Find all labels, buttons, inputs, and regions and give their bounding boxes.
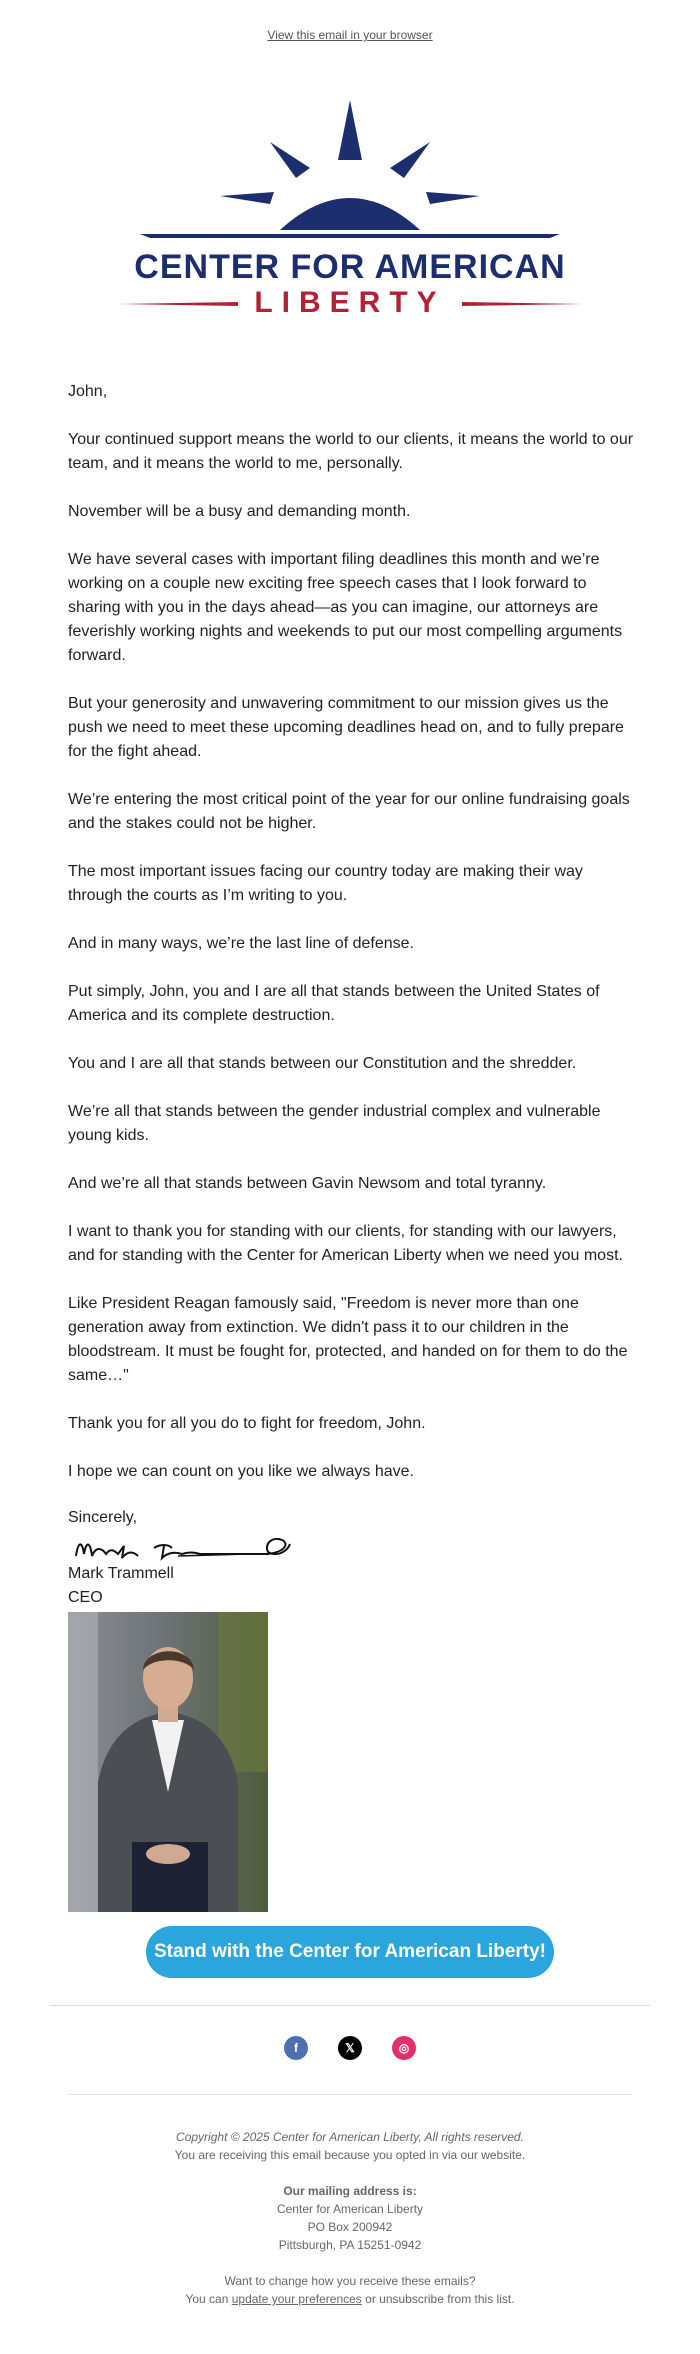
closing: Sincerely, — [68, 1509, 138, 1526]
logo-text-liberty: LIBERTY — [254, 286, 446, 319]
paragraph: We’re all that stands between the gender industrial complex and vulnerable young kids. — [68, 1103, 601, 1144]
handwritten-signature-icon — [68, 1530, 298, 1564]
unsubscribe-text: or unsubscribe from this list. — [365, 2292, 515, 2306]
divider — [50, 2005, 650, 2006]
signer-title: CEO — [68, 1589, 103, 1606]
paragraph: I want to thank you for standing with our clients, for standing with our lawyers, and for standing with the Center for American Liberty when we need you most. — [68, 1223, 623, 1264]
address-line: PO Box 200942 — [307, 2220, 393, 2234]
address-line: Center for American Liberty — [276, 2202, 424, 2216]
preferences-prefix: You can — [185, 2292, 229, 2306]
paragraph: The most important issues facing our country today are making their way through the courts as I’m writing to you. — [68, 863, 583, 904]
update-preferences-link[interactable]: update your preferences — [231, 2292, 362, 2306]
paragraph: I hope we can count on you like we always have. — [68, 1463, 414, 1480]
mailing-address-heading: Our mailing address is: — [283, 2184, 417, 2198]
instagram-icon[interactable]: ◎ — [392, 2036, 416, 2060]
social-links — [0, 2036, 700, 2062]
copyright-text: Copyright © 2025 Center for American Liberty, All rights reserved. — [176, 2130, 524, 2144]
optin-text: You are receiving this email because you opted in via our website. — [174, 2148, 526, 2162]
donate-cta-button[interactable]: Stand with the Center for American Liberty! — [146, 1926, 554, 1978]
paragraph: Like President Reagan famously said, "Freedom is never more than one generation away from extinction. We didn't pass it to our children in the bloodstream. It must be fought for, protected, and handed on for them to do the same…" — [68, 1295, 628, 1384]
signer-name: Mark Trammell — [68, 1565, 174, 1582]
greeting: John, — [68, 383, 108, 400]
email-body — [68, 380, 634, 1508]
preferences-question: Want to change how you receive these emails? — [224, 2274, 476, 2288]
paragraph: We have several cases with important filing deadlines this month and we’re working on a couple new exciting free speech cases that I look forward to sharing with you in the days ahead—as you can imagine, our attorneys are feverishly working nights and weekends to put our most compelling arguments forward. — [68, 551, 623, 664]
ceo-portrait-photo — [68, 1612, 268, 1912]
view-in-browser-link[interactable]: View this email in your browser — [267, 28, 433, 42]
address-line: Pittsburgh, PA 15251-0942 — [278, 2238, 422, 2252]
paragraph: You and I are all that stands between our Constitution and the shredder. — [68, 1055, 577, 1072]
logo-text-center-for-american: CENTER FOR AMERICAN — [134, 248, 566, 286]
divider — [68, 2094, 632, 2095]
paragraph: And we’re all that stands between Gavin Newsom and total tyranny. — [68, 1175, 547, 1192]
sunburst-logo-icon — [110, 100, 590, 250]
paragraph: Your continued support means the world to our clients, it means the world to our team, and it means the world to me, personally. — [68, 431, 634, 472]
paragraph: Thank you for all you do to fight for freedom, John. — [68, 1415, 426, 1432]
paragraph: November will be a busy and demanding month. — [68, 503, 411, 520]
facebook-icon[interactable]: f — [284, 2036, 308, 2060]
paragraph: And in many ways, we’re the last line of defense. — [68, 935, 414, 952]
organization-logo — [110, 100, 590, 320]
paragraph: We’re entering the most critical point of the year for our online fundraising goals and the stakes could not be higher. — [68, 791, 630, 832]
email-footer — [0, 2128, 700, 2308]
paragraph: Put simply, John, you and I are all that stands between the United States of America and its complete destruction. — [68, 983, 600, 1024]
paragraph: But your generosity and unwavering commitment to our mission gives us the push we need to meet these upcoming deadlines head on, and to fully prepare for the fight ahead. — [68, 695, 624, 760]
preferences-line — [0, 2290, 700, 2308]
x-icon[interactable]: 𝕏 — [338, 2036, 362, 2060]
